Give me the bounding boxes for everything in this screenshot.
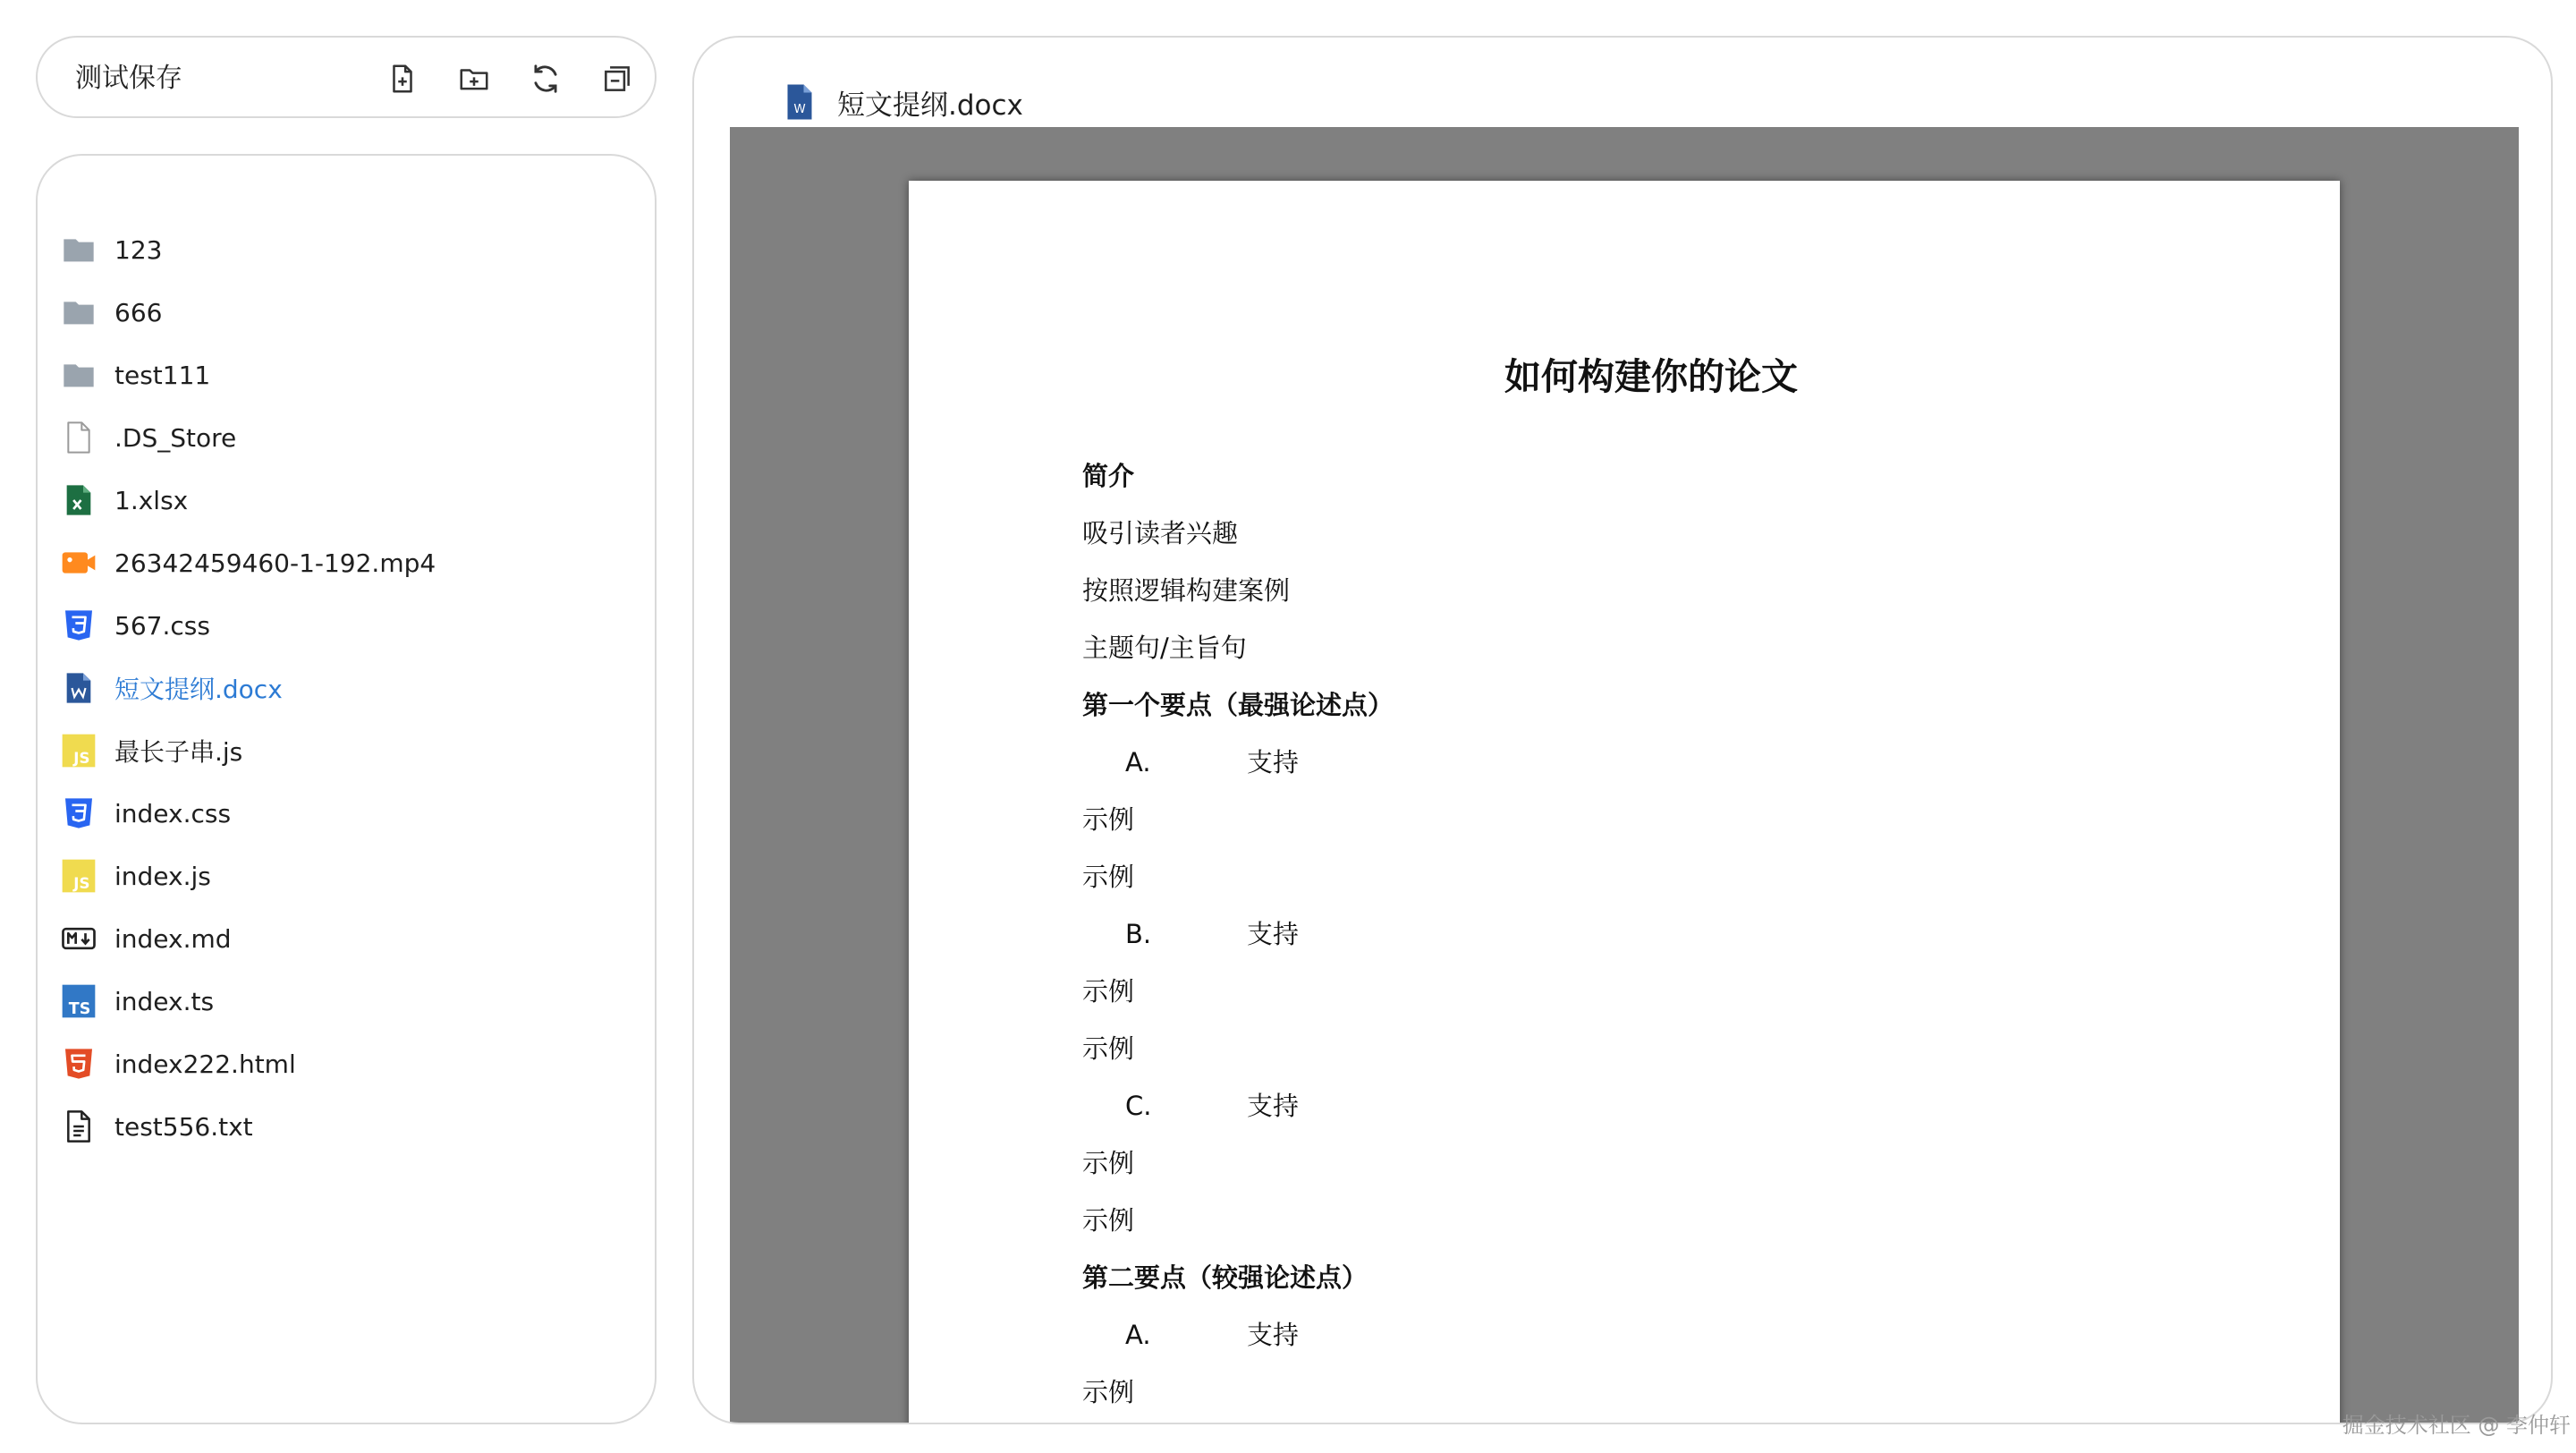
js-icon (61, 733, 97, 769)
video-icon (61, 545, 97, 581)
document-heading: 简介 (1082, 461, 1135, 491)
document-line: 示例 (1082, 804, 1135, 835)
tree-item-label: index.css (114, 798, 232, 828)
viewer-header (784, 82, 1023, 122)
tree-item-file[interactable] (61, 594, 637, 657)
tree-item-file[interactable] (61, 970, 637, 1032)
new-folder-button[interactable] (454, 59, 494, 98)
document-page (909, 181, 2340, 1424)
tree-item-file-selected[interactable] (61, 657, 637, 719)
list-text: 支持 (1247, 919, 1300, 949)
list-letter: C. (1125, 1091, 1152, 1121)
tree-item-label: 最长子串.js (114, 737, 243, 767)
document-line: 按照逻辑构建案例 (1082, 575, 1291, 606)
tree-item-file[interactable] (61, 406, 637, 469)
list-letter: B. (1125, 919, 1152, 949)
document-line: 示例 (1082, 1148, 1135, 1178)
tree-item-label: index.ts (114, 986, 215, 1016)
svg-text:JS: JS (73, 875, 90, 893)
tree-item-folder[interactable] (61, 281, 637, 344)
tree-item-label: .DS_Store (114, 422, 237, 453)
folder-icon (61, 294, 97, 330)
tree-item-label: 26342459460-1-192.mp4 (114, 548, 436, 578)
tree-item-file[interactable] (61, 469, 637, 531)
css-icon (61, 608, 97, 643)
svg-text:W: W (793, 102, 806, 116)
document-scroll-area[interactable] (730, 127, 2519, 1424)
js-icon (61, 858, 97, 894)
document-line: 示例 (1082, 1033, 1135, 1064)
new-file-button[interactable] (383, 59, 422, 98)
explorer-toolbar (36, 36, 657, 118)
refresh-icon (529, 62, 563, 96)
tree-item-file[interactable] (61, 845, 637, 907)
document-line: 示例 (1082, 1377, 1135, 1407)
tree-item-label: index222.html (114, 1049, 296, 1079)
document-line: 示例 (1082, 862, 1135, 892)
word-icon (784, 83, 816, 121)
workspace-title: 测试保存 (75, 63, 182, 94)
html-icon (61, 1046, 97, 1082)
tree-item-label: 123 (114, 234, 163, 265)
file-tree-list (61, 218, 637, 1158)
list-letter: A. (1125, 1320, 1151, 1350)
text-file-icon (61, 1109, 97, 1144)
tree-item-label: test556.txt (114, 1111, 253, 1142)
viewer-file-title: 短文提纲.docx (837, 89, 1023, 122)
tree-item-label: 666 (114, 297, 163, 327)
tree-item-label: test111 (114, 360, 211, 390)
document-line: 示例 (1082, 1205, 1135, 1236)
tree-item-file[interactable] (61, 782, 637, 845)
tree-item-label: index.md (114, 923, 232, 954)
collapse-all-button[interactable] (597, 59, 637, 98)
document-list-item (1082, 1306, 1394, 1364)
tree-item-file[interactable] (61, 719, 637, 782)
tree-item-file[interactable] (61, 531, 637, 594)
document-list-item (1082, 734, 1394, 791)
document-line: 示例 (1082, 976, 1135, 1007)
document-viewer-panel (692, 36, 2553, 1424)
tree-item-label: 短文提纲.docx (114, 675, 283, 704)
tree-item-label: 567.css (114, 610, 210, 641)
list-text: 支持 (1247, 1320, 1300, 1350)
watermark: 掘金技术社区 @ 李仲轩 (2342, 1413, 2571, 1438)
svg-text:TS: TS (68, 1000, 91, 1019)
file-plus-icon (386, 62, 419, 96)
excel-icon (61, 482, 97, 518)
tree-item-label: 1.xlsx (114, 485, 189, 515)
folder-icon (61, 232, 97, 268)
refresh-button[interactable] (526, 59, 565, 98)
document-line: 吸引读者兴趣 (1082, 518, 1239, 548)
folder-plus-icon (457, 62, 491, 96)
tree-item-file[interactable] (61, 1032, 637, 1095)
tree-item-label: index.js (114, 861, 211, 891)
document-list-item (1082, 1077, 1394, 1134)
list-text: 支持 (1247, 747, 1300, 777)
document-line: 主题句/主旨句 (1082, 633, 1247, 663)
markdown-icon (61, 921, 97, 956)
document-list-item (1082, 905, 1394, 963)
css-icon (61, 795, 97, 831)
folder-icon (61, 357, 97, 393)
ts-icon (61, 983, 97, 1019)
document-heading: 第一个要点（最强论述点） (1082, 690, 1394, 720)
tree-item-file[interactable] (61, 907, 637, 970)
blank-file-icon (61, 420, 97, 455)
tree-item-folder[interactable] (61, 218, 637, 281)
tree-item-file[interactable] (61, 1095, 637, 1158)
word-icon (61, 670, 97, 706)
document-body (1082, 447, 1394, 1421)
file-tree-panel (36, 154, 657, 1424)
list-text: 支持 (1247, 1091, 1300, 1121)
tree-item-folder[interactable] (61, 344, 637, 406)
document-heading: 第二要点（较强论述点） (1082, 1262, 1368, 1293)
collapse-icon (600, 62, 634, 96)
document-title: 如何构建你的论文 (1504, 355, 1798, 398)
svg-text:JS: JS (73, 750, 90, 768)
list-letter: A. (1125, 747, 1151, 777)
